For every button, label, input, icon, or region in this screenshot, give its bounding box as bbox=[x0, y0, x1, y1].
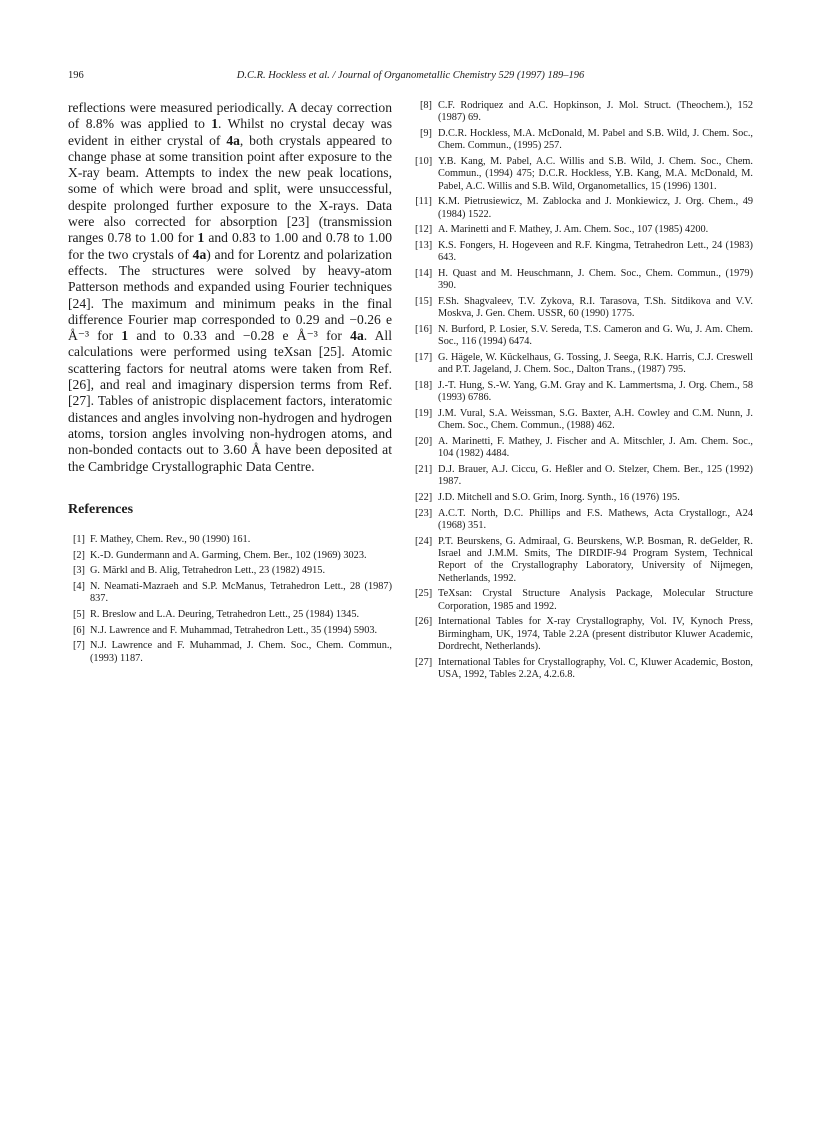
reference-number: [14] bbox=[415, 268, 433, 279]
reference-number: [21] bbox=[415, 464, 433, 475]
reference-item bbox=[415, 100, 753, 125]
paragraph-text: . Whilst no crystal decay was evident in either crystal of bbox=[68, 116, 392, 148]
reference-text: N.J. Lawrence and F. Muhammad, Tetrahedron Lett., 35 (1994) 5903. bbox=[90, 624, 378, 636]
reference-item bbox=[68, 609, 392, 621]
reference-text: N. Burford, P. Losier, S.V. Sereda, T.S. Cameron and G. Wu, J. Am. Chem. Soc., 116 (1994) 6474. bbox=[438, 324, 753, 348]
reference-text: Y.B. Kang, M. Pabel, A.C. Willis and S.B. Wild, J. Chem. Soc., Chem. Commun., (1994) 475; D.C.R. Hockless, Y.B. Kang, M.A. McDonald, M. Pabel, A.C. Willis and S.B. Wild, Organometallics, 15 (1996) 1301. bbox=[438, 156, 753, 192]
compound-ref: 1 bbox=[121, 328, 129, 344]
reference-number: [2] bbox=[72, 549, 85, 561]
reference-item bbox=[415, 128, 753, 153]
reference-number: [13] bbox=[415, 240, 433, 251]
reference-text: A. Marinetti and F. Mathey, J. Am. Chem. Soc., 107 (1985) 4200. bbox=[438, 224, 709, 236]
reference-item bbox=[415, 492, 753, 504]
paragraph-text: and 0.83 to 1.00 and 0.78 to 1.00 for the two crystals of bbox=[68, 230, 392, 262]
reference-text: R. Breslow and L.A. Deuring, Tetrahedron Lett., 25 (1984) 1345. bbox=[90, 609, 360, 621]
compound-ref: 4a bbox=[192, 246, 207, 262]
reference-text: G. Märkl and B. Alig, Tetrahedron Lett., 23 (1982) 4915. bbox=[90, 565, 326, 577]
left-column bbox=[68, 100, 392, 669]
paragraph-text: and to 0.33 and −0.28 e Å⁻³ for bbox=[128, 328, 351, 344]
references-list-left bbox=[68, 534, 392, 665]
reference-number: [1] bbox=[72, 533, 85, 545]
reference-text: C.F. Rodriquez and A.C. Hopkinson, J. Mol. Struct. (Theochem.), 152 (1987) 69. bbox=[438, 100, 753, 124]
reference-number: [12] bbox=[415, 224, 433, 236]
reference-text: F.Sh. Shagvaleev, T.V. Zykova, R.I. Tarasova, T.Sh. Sitdikova and V.V. Moskva, J. Gen. Chem. USSR, 60 (1990) 1775. bbox=[438, 296, 753, 320]
reference-item bbox=[415, 657, 753, 682]
reference-item bbox=[415, 508, 753, 533]
reference-text: N.J. Lawrence and F. Muhammad, J. Chem. Soc., Chem. Commun., (1993) 1187. bbox=[90, 640, 392, 664]
reference-number: [7] bbox=[72, 640, 85, 652]
reference-number: [16] bbox=[415, 324, 433, 335]
reference-number: [9] bbox=[419, 128, 432, 139]
reference-text: G. Hägele, W. Kückelhaus, G. Tossing, J. Seega, R.K. Harris, C.J. Creswell and P.T. Jageland, J. Chem. Soc., Dalton Trans., (1987) 795. bbox=[438, 352, 753, 376]
page-number: 196 bbox=[68, 70, 84, 81]
reference-number: [26] bbox=[415, 616, 433, 628]
reference-text: H. Quast and M. Heuschmann, J. Chem. Soc., Chem. Commun., (1979) 390. bbox=[438, 268, 753, 292]
reference-number: [27] bbox=[415, 656, 433, 668]
reference-text: K.M. Pietrusiewicz, M. Zablocka and J. Monkiewicz, J. Org. Chem., 49 (1984) 1522. bbox=[438, 196, 753, 220]
reference-number: [19] bbox=[415, 408, 433, 419]
reference-number: [17] bbox=[415, 352, 433, 363]
reference-item bbox=[415, 536, 753, 586]
reference-item bbox=[415, 240, 753, 265]
reference-item bbox=[68, 534, 392, 546]
paragraph-text: reflections were measured periodically. A decay correction of 8.8% was applied to bbox=[68, 100, 392, 132]
reference-number: [23] bbox=[415, 507, 433, 519]
reference-item bbox=[415, 588, 753, 613]
reference-item bbox=[68, 625, 392, 637]
reference-item bbox=[415, 324, 753, 349]
right-column bbox=[415, 100, 753, 685]
reference-text: A. Marinetti, F. Mathey, J. Fischer and A. Mitschler, J. Am. Chem. Soc., 104 (1982) 4484. bbox=[438, 436, 753, 460]
reference-number: [6] bbox=[72, 624, 85, 636]
reference-text: D.C.R. Hockless, M.A. McDonald, M. Pabel and S.B. Wild, J. Chem. Soc., Chem. Commun., (1995) 257. bbox=[438, 128, 753, 152]
compound-ref: 4a bbox=[350, 328, 364, 344]
reference-text: J.M. Vural, S.A. Weissman, S.G. Baxter, A.H. Cowley and C.M. Nunn, J. Chem. Soc., Chem. Commun., (1988) 462. bbox=[438, 408, 753, 432]
reference-text: International Tables for X-ray Crystallography, Vol. IV, Kynoch Press, Birmingham, UK, 1974, Table 2.2A (present distributor Kluwer Academic, Dordrecht, Netherlands). bbox=[438, 616, 753, 653]
compound-ref: 4a bbox=[226, 132, 240, 148]
reference-number: [15] bbox=[415, 296, 433, 307]
reference-text: P.T. Beurskens, G. Admiraal, G. Beurskens, W.P. Bosman, R. deGelder, R. Israel and J.M.M. Smits, The DIRDIF-94 Program System, Technical Report of the Crystallography Laboratory, University of Nijmegen, Netherlands, 1992. bbox=[438, 535, 753, 584]
reference-number: [4] bbox=[72, 580, 85, 592]
reference-item bbox=[415, 352, 753, 377]
reference-text: N. Neamati-Mazraeh and S.P. McManus, Tetrahedron Lett., 28 (1987) 837. bbox=[90, 580, 392, 605]
reference-number: [20] bbox=[415, 436, 433, 447]
reference-text: A.C.T. North, D.C. Phillips and F.S. Mathews, Acta Crystallogr., A24 (1968) 351. bbox=[438, 507, 753, 531]
paragraph-text: , both crystals appeared to change phase at some transition point after exposure to the X-ray beam. Attempts to index the new peak locations, some of which were broad and split, were unsuccessful, despite prolonged further exposure to the X-rays. Data were also corrected for absorption [23] (transmission ranges 0.78 to 1.00 for bbox=[68, 132, 392, 246]
reference-text: K.S. Fongers, H. Hogeveen and R.F. Kingma, Tetrahedron Lett., 24 (1983) 643. bbox=[438, 240, 753, 264]
reference-number: [25] bbox=[415, 588, 433, 600]
reference-item bbox=[415, 296, 753, 321]
reference-item bbox=[415, 616, 753, 653]
reference-number: [8] bbox=[419, 100, 432, 111]
reference-item bbox=[415, 408, 753, 433]
reference-number: [3] bbox=[72, 565, 85, 577]
paragraph-text: ) and for Lorentz and polarization effects. The structures were solved by heavy-atom Patterson methods and expanded using Fourier techniques [24]. The maximum and minimum peaks in the final difference Fourier map corresponded to 0.29 and −0.26 e Å⁻³ for bbox=[68, 246, 392, 344]
compound-ref: 1 bbox=[211, 116, 219, 132]
reference-text: K.-D. Gundermann and A. Garming, Chem. Ber., 102 (1969) 3023. bbox=[90, 549, 367, 561]
reference-item bbox=[68, 565, 392, 577]
reference-text: TeXsan: Crystal Structure Analysis Package, Molecular Structure Corporation, 1985 and 1992. bbox=[438, 588, 753, 612]
references-heading: References bbox=[68, 501, 134, 517]
reference-item bbox=[415, 196, 753, 221]
reference-text: F. Mathey, Chem. Rev., 90 (1990) 161. bbox=[90, 533, 251, 545]
running-head: D.C.R. Hockless et al. / Journal of Organometallic Chemistry 529 (1997) 189–196 bbox=[236, 70, 585, 81]
reference-text: D.J. Brauer, A.J. Ciccu, G. Heßler and O. Stelzer, Chem. Ber., 125 (1992) 1987. bbox=[438, 464, 753, 488]
reference-item bbox=[68, 550, 392, 562]
reference-number: [18] bbox=[415, 380, 433, 391]
reference-number: [24] bbox=[415, 535, 433, 547]
reference-item bbox=[415, 224, 753, 236]
reference-number: [10] bbox=[415, 156, 433, 167]
reference-item bbox=[415, 380, 753, 405]
reference-item bbox=[415, 436, 753, 461]
reference-item bbox=[68, 581, 392, 606]
reference-text: International Tables for Crystallography, Vol. C, Kluwer Academic, Boston, USA, 1992, Tables 2.2A, 4.2.6.8. bbox=[438, 656, 753, 681]
reference-item bbox=[68, 640, 392, 665]
body-paragraph bbox=[68, 100, 392, 475]
compound-ref: 1 bbox=[197, 230, 205, 246]
reference-number: [22] bbox=[415, 492, 433, 503]
reference-text: J.D. Mitchell and S.O. Grim, Inorg. Synth., 16 (1976) 195. bbox=[438, 492, 680, 503]
reference-item bbox=[415, 464, 753, 489]
references-list-right bbox=[415, 100, 753, 682]
page-header bbox=[68, 70, 753, 86]
reference-item bbox=[415, 156, 753, 193]
paragraph-text: . All calculations were performed using teXsan [25]. Atomic scattering factors for neutral atoms were taken from Ref. [26], and real and imaginary dispersion terms from Ref. [27]. Tables of anistropic displacement factors, interatomic distances and angles involving non-hydrogen and hydrogen atoms, torsion angles involving non-hydrogen atoms, and non-bonded contacts out to 3.60 Å have been deposited at the Cambridge Crystallographic Data Centre. bbox=[68, 328, 392, 474]
reference-item bbox=[415, 268, 753, 293]
reference-number: [5] bbox=[72, 609, 85, 621]
reference-text: J.-T. Hung, S.-W. Yang, G.M. Gray and K. Lammertsma, J. Org. Chem., 58 (1993) 6786. bbox=[438, 380, 753, 404]
reference-number: [11] bbox=[415, 196, 432, 208]
